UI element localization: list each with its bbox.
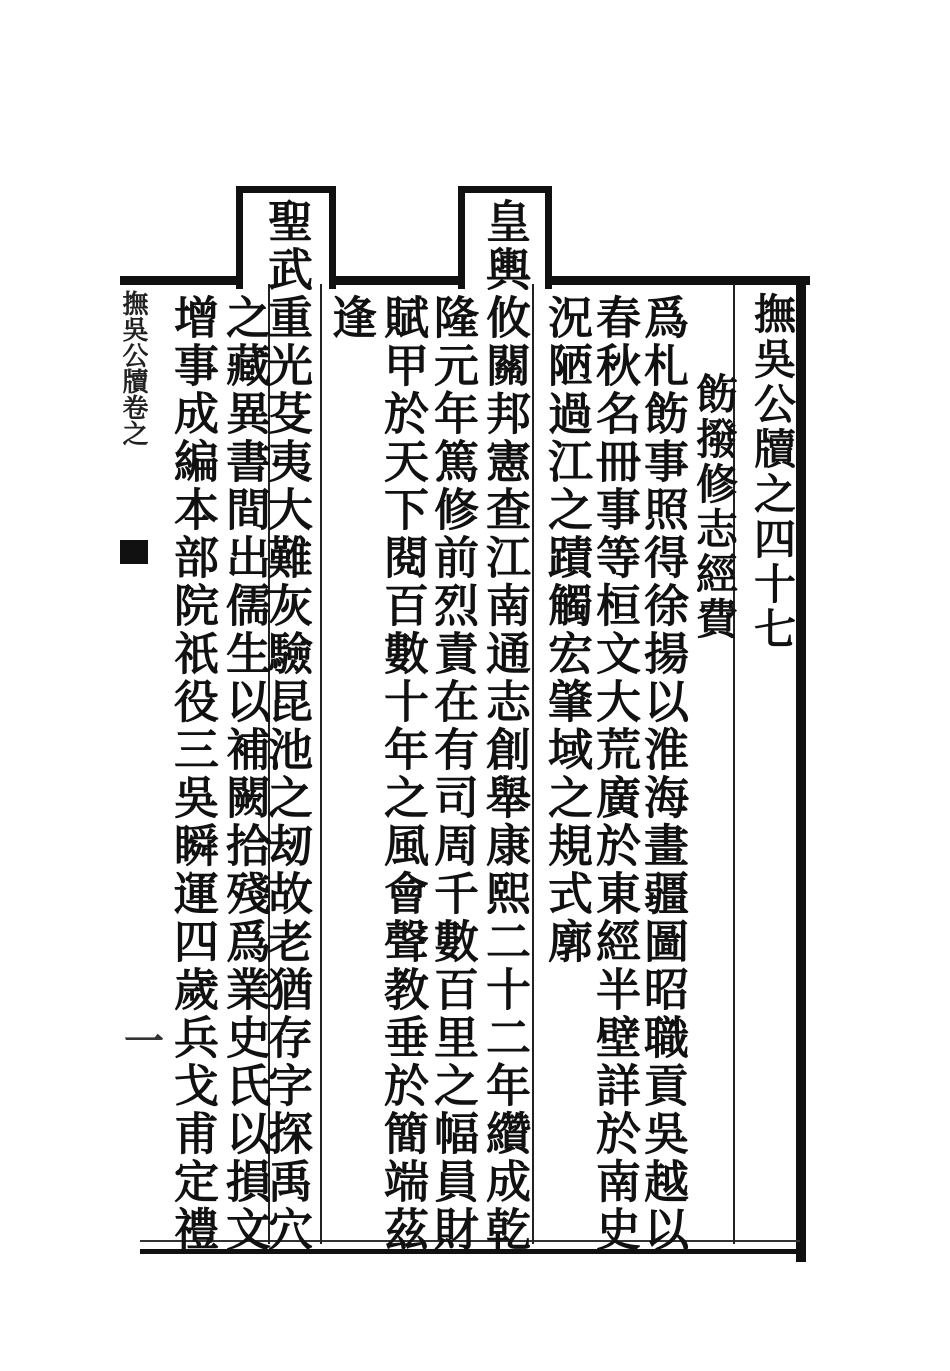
document-title: 撫吳公牘之四十七 [748,292,797,652]
text-column-9: 之藏異書間出儒生以補闕拾殘爲業史氏以損文 [218,294,271,1254]
text-column-2: 春秋名冊事等桓文大荒廣於東經半壁詳於南史 [588,294,641,1254]
text-column-7: 逢 [324,294,377,342]
document-subtitle: 飭撥修志經費 [690,372,739,642]
text-column-8: 聖武重光芟夷大難灰驗昆池之刼故老猶存字探禹穴 [260,198,313,1254]
text-column-4: 皇輿攸關邦憲查江南通志創舉康熙二十二年纘成乾 [478,198,531,1254]
column-rule [320,284,322,1244]
text-column-1: 爲札飭事照得徐揚以淮海畫疆圖昭職貢吳越以 [636,294,689,1254]
margin-title-strip: 撫吳公牘卷之 [118,290,148,446]
text-column-5: 隆元年篤修前烈責在有司周千數百里之幅員財 [426,294,479,1254]
text-column-3: 況陋過江之蹟觸宏肇域之規式廓 [540,294,593,966]
fish-tail-mark [120,540,148,564]
page-number: 一 [124,1018,164,1065]
text-column-10: 增事成編本部院祇役三吳瞬運四歲兵戈甫定禮 [166,294,219,1254]
text-column-6: 賦甲於天下閱百數十年之風會聲教垂於簡端茲 [376,294,429,1254]
